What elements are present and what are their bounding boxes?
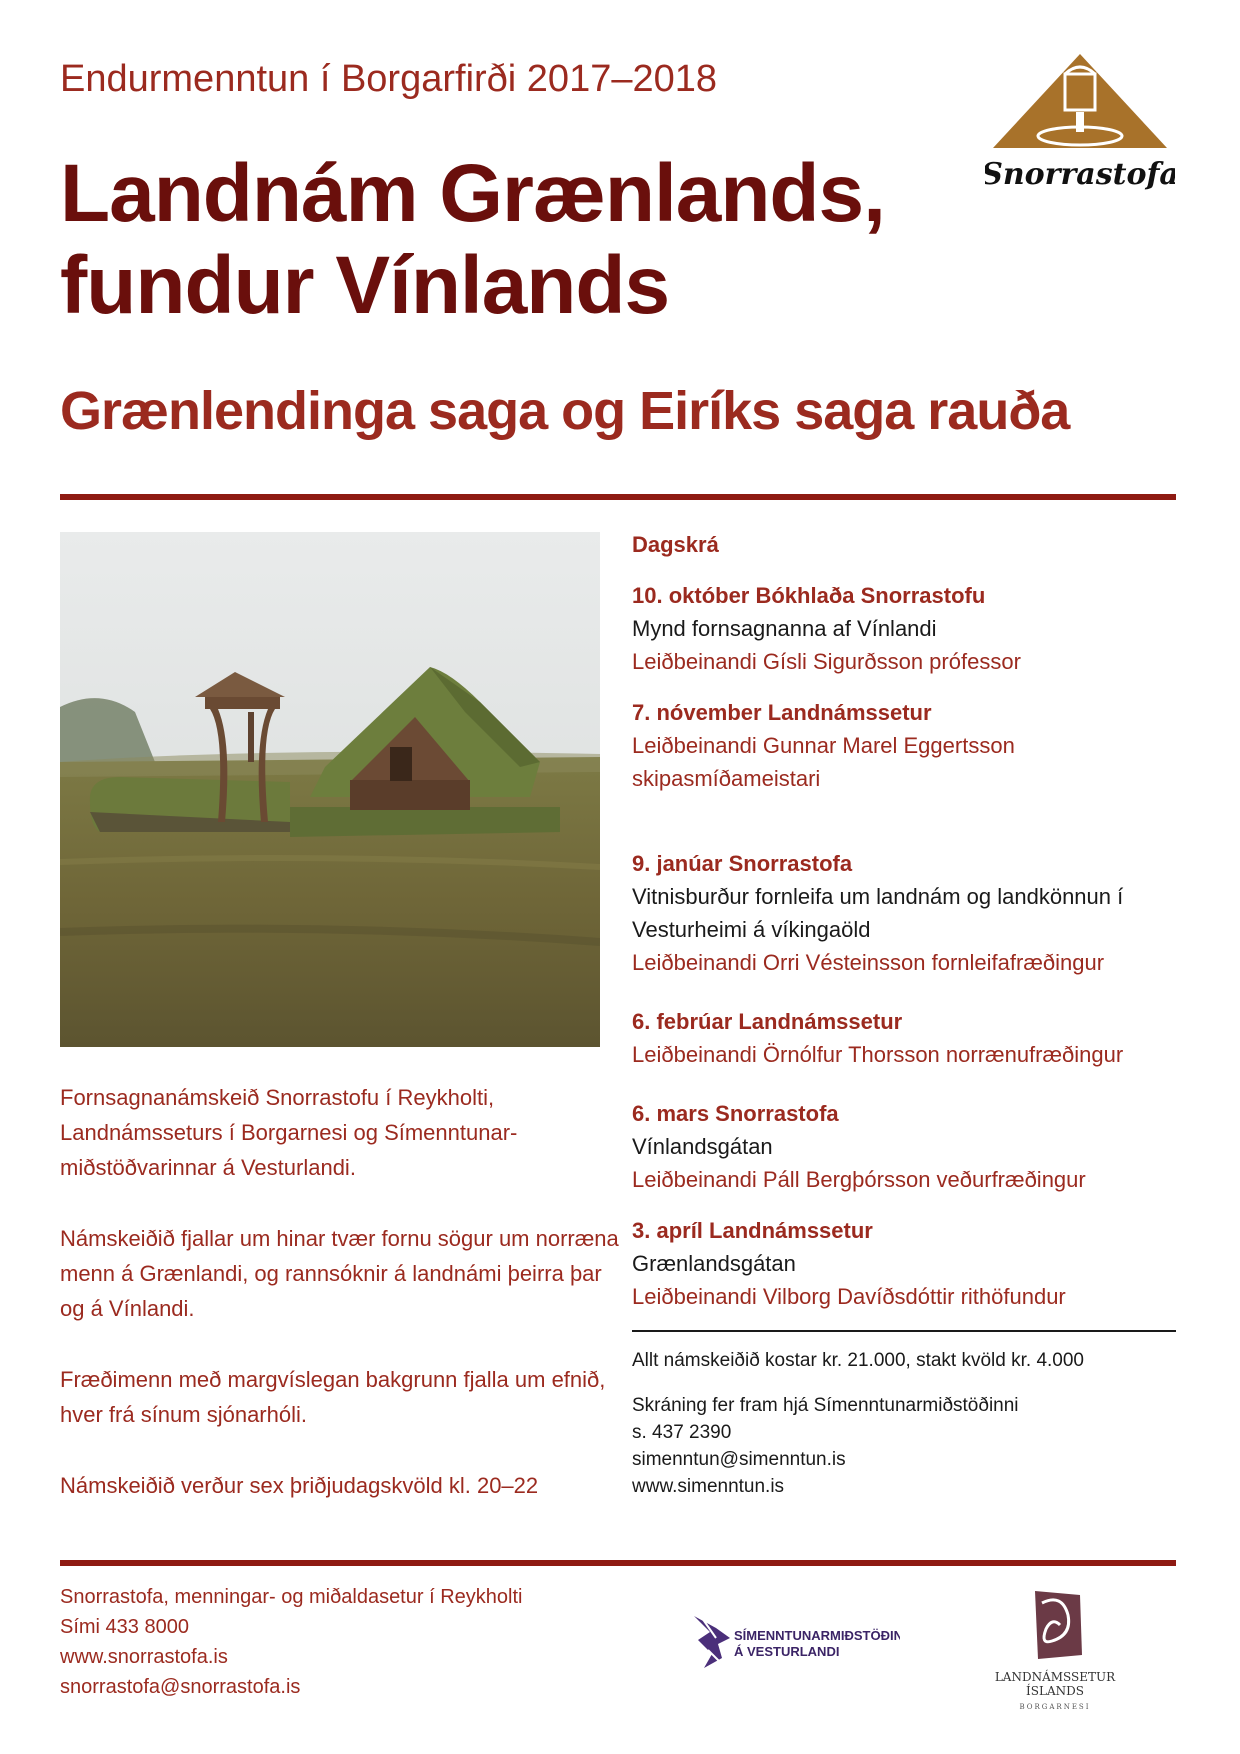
event-leader: Leiðbeinandi Gísli Sigurðsson prófessor bbox=[632, 649, 1021, 674]
snorrastofa-logo-text: Snorrastofa bbox=[985, 157, 1175, 192]
intro-paragraph: Námskeiðið fjallar um hinar tvær fornu sögur um norræna menn á Grænlandi, og rannsóknir á landnámi þeirra þar og á Vínlandi. bbox=[60, 1226, 619, 1321]
intro-paragraph: Fræðimenn með margvíslegan bakgrunn fjalla um efnið, hver frá sínum sjónarhóli. bbox=[60, 1367, 606, 1427]
registration-divider bbox=[632, 1330, 1176, 1332]
registration-info bbox=[632, 1347, 1192, 1500]
title-line-2: fundur Vínlands bbox=[60, 240, 670, 331]
simenntun-logo-line2: Á VESTURLANDI bbox=[734, 1644, 840, 1659]
footer-web[interactable]: www.snorrastofa.is bbox=[60, 1646, 228, 1668]
registration-email[interactable]: simenntun@simenntun.is bbox=[632, 1449, 846, 1470]
registration-text: Skráning fer fram hjá Símenntunarmiðstöðinni bbox=[632, 1395, 1019, 1416]
program-event bbox=[632, 1097, 1192, 1196]
event-leader: Leiðbeinandi Vilborg Davíðsdóttir rithöfundur bbox=[632, 1284, 1066, 1309]
footer-contact bbox=[60, 1582, 522, 1702]
landnamssetur-line3: BORGARNESI bbox=[1019, 1703, 1091, 1711]
event-date: 7. nóvember Landnámssetur bbox=[632, 700, 932, 725]
event-leader: Leiðbeinandi Páll Bergþórsson veðurfræðingur bbox=[632, 1167, 1086, 1192]
program-heading: Dagskrá bbox=[632, 532, 719, 557]
intro-paragraph: Námskeiðið verður sex þriðjudagskvöld kl. 20–22 bbox=[60, 1473, 539, 1498]
footer-phone: Sími 433 8000 bbox=[60, 1616, 189, 1638]
event-date: 10. október Bókhlaða Snorrastofu bbox=[632, 583, 986, 608]
intro-text bbox=[60, 1080, 620, 1539]
program-event bbox=[632, 1005, 1192, 1071]
snorrastofa-logo-graphic bbox=[985, 52, 1175, 197]
footer-email[interactable]: snorrastofa@snorrastofa.is bbox=[60, 1676, 301, 1698]
price-info: Allt námskeiðið kostar kr. 21.000, stakt kvöld kr. 4.000 bbox=[632, 1350, 1085, 1371]
event-title: Grænlandsgátan bbox=[632, 1251, 796, 1276]
program-event bbox=[632, 847, 1192, 979]
footer-org: Snorrastofa, menningar- og miðaldasetur í Reykholti bbox=[60, 1586, 523, 1608]
program-event bbox=[632, 579, 1192, 678]
event-date: 6. mars Snorrastofa bbox=[632, 1101, 839, 1126]
top-divider bbox=[60, 494, 1176, 500]
program-event bbox=[632, 1214, 1192, 1313]
registration-web[interactable]: www.simenntun.is bbox=[632, 1476, 785, 1497]
landnamssetur-line1: LANDNÁMSSETUR bbox=[994, 1670, 1116, 1684]
event-title: Vínlandsgátan bbox=[632, 1134, 773, 1159]
event-leader: Leiðbeinandi Gunnar Marel Eggertsson skipasmíðameistari bbox=[632, 733, 1015, 791]
turf-house-illustration bbox=[60, 532, 600, 1047]
event-leader: Leiðbeinandi Orri Vésteinsson fornleifafræðingur bbox=[632, 950, 1105, 975]
simenntun-logo-graphic bbox=[690, 1610, 900, 1674]
event-date: 9. janúar Snorrastofa bbox=[632, 851, 853, 876]
event-date: 3. apríl Landnámssetur bbox=[632, 1218, 873, 1243]
bottom-divider bbox=[60, 1560, 1176, 1566]
turf-house-photo bbox=[60, 532, 600, 1047]
simenntun-logo bbox=[690, 1610, 900, 1674]
registration-phone: s. 437 2390 bbox=[632, 1422, 732, 1443]
event-date: 6. febrúar Landnámssetur bbox=[632, 1009, 903, 1034]
landnamssetur-logo-graphic bbox=[990, 1585, 1120, 1715]
program bbox=[632, 528, 1192, 1331]
intro-paragraph: Fornsagnanámskeið Snorrastofu í Reykholti, Landnámsseturs í Borgarnesi og Símenntunarmiðstöðvarinnar á Vesturlandi. bbox=[60, 1085, 518, 1180]
event-title: Vitnisburður fornleifa um landnám og landkönnun í Vesturheimi á víkingaöld bbox=[632, 884, 1124, 942]
title-line-1: Landnám Grænlands, bbox=[60, 148, 885, 239]
overline: Endurmenntun í Borgarfirði 2017–2018 bbox=[60, 58, 718, 100]
simenntun-logo-line1: SÍMENNTUNARMIÐSTÖÐIN bbox=[734, 1628, 900, 1643]
page-title bbox=[60, 148, 885, 332]
snorrastofa-logo bbox=[985, 52, 1175, 197]
program-event bbox=[632, 696, 1192, 795]
subtitle: Grænlendinga saga og Eiríks saga rauða bbox=[60, 381, 1070, 441]
event-title: Mynd fornsagnanna af Vínlandi bbox=[632, 616, 937, 641]
landnamssetur-logo bbox=[990, 1585, 1120, 1715]
landnamssetur-line2: ÍSLANDS bbox=[1026, 1684, 1084, 1698]
event-leader: Leiðbeinandi Örnólfur Thorsson norrænufræðingur bbox=[632, 1042, 1124, 1067]
